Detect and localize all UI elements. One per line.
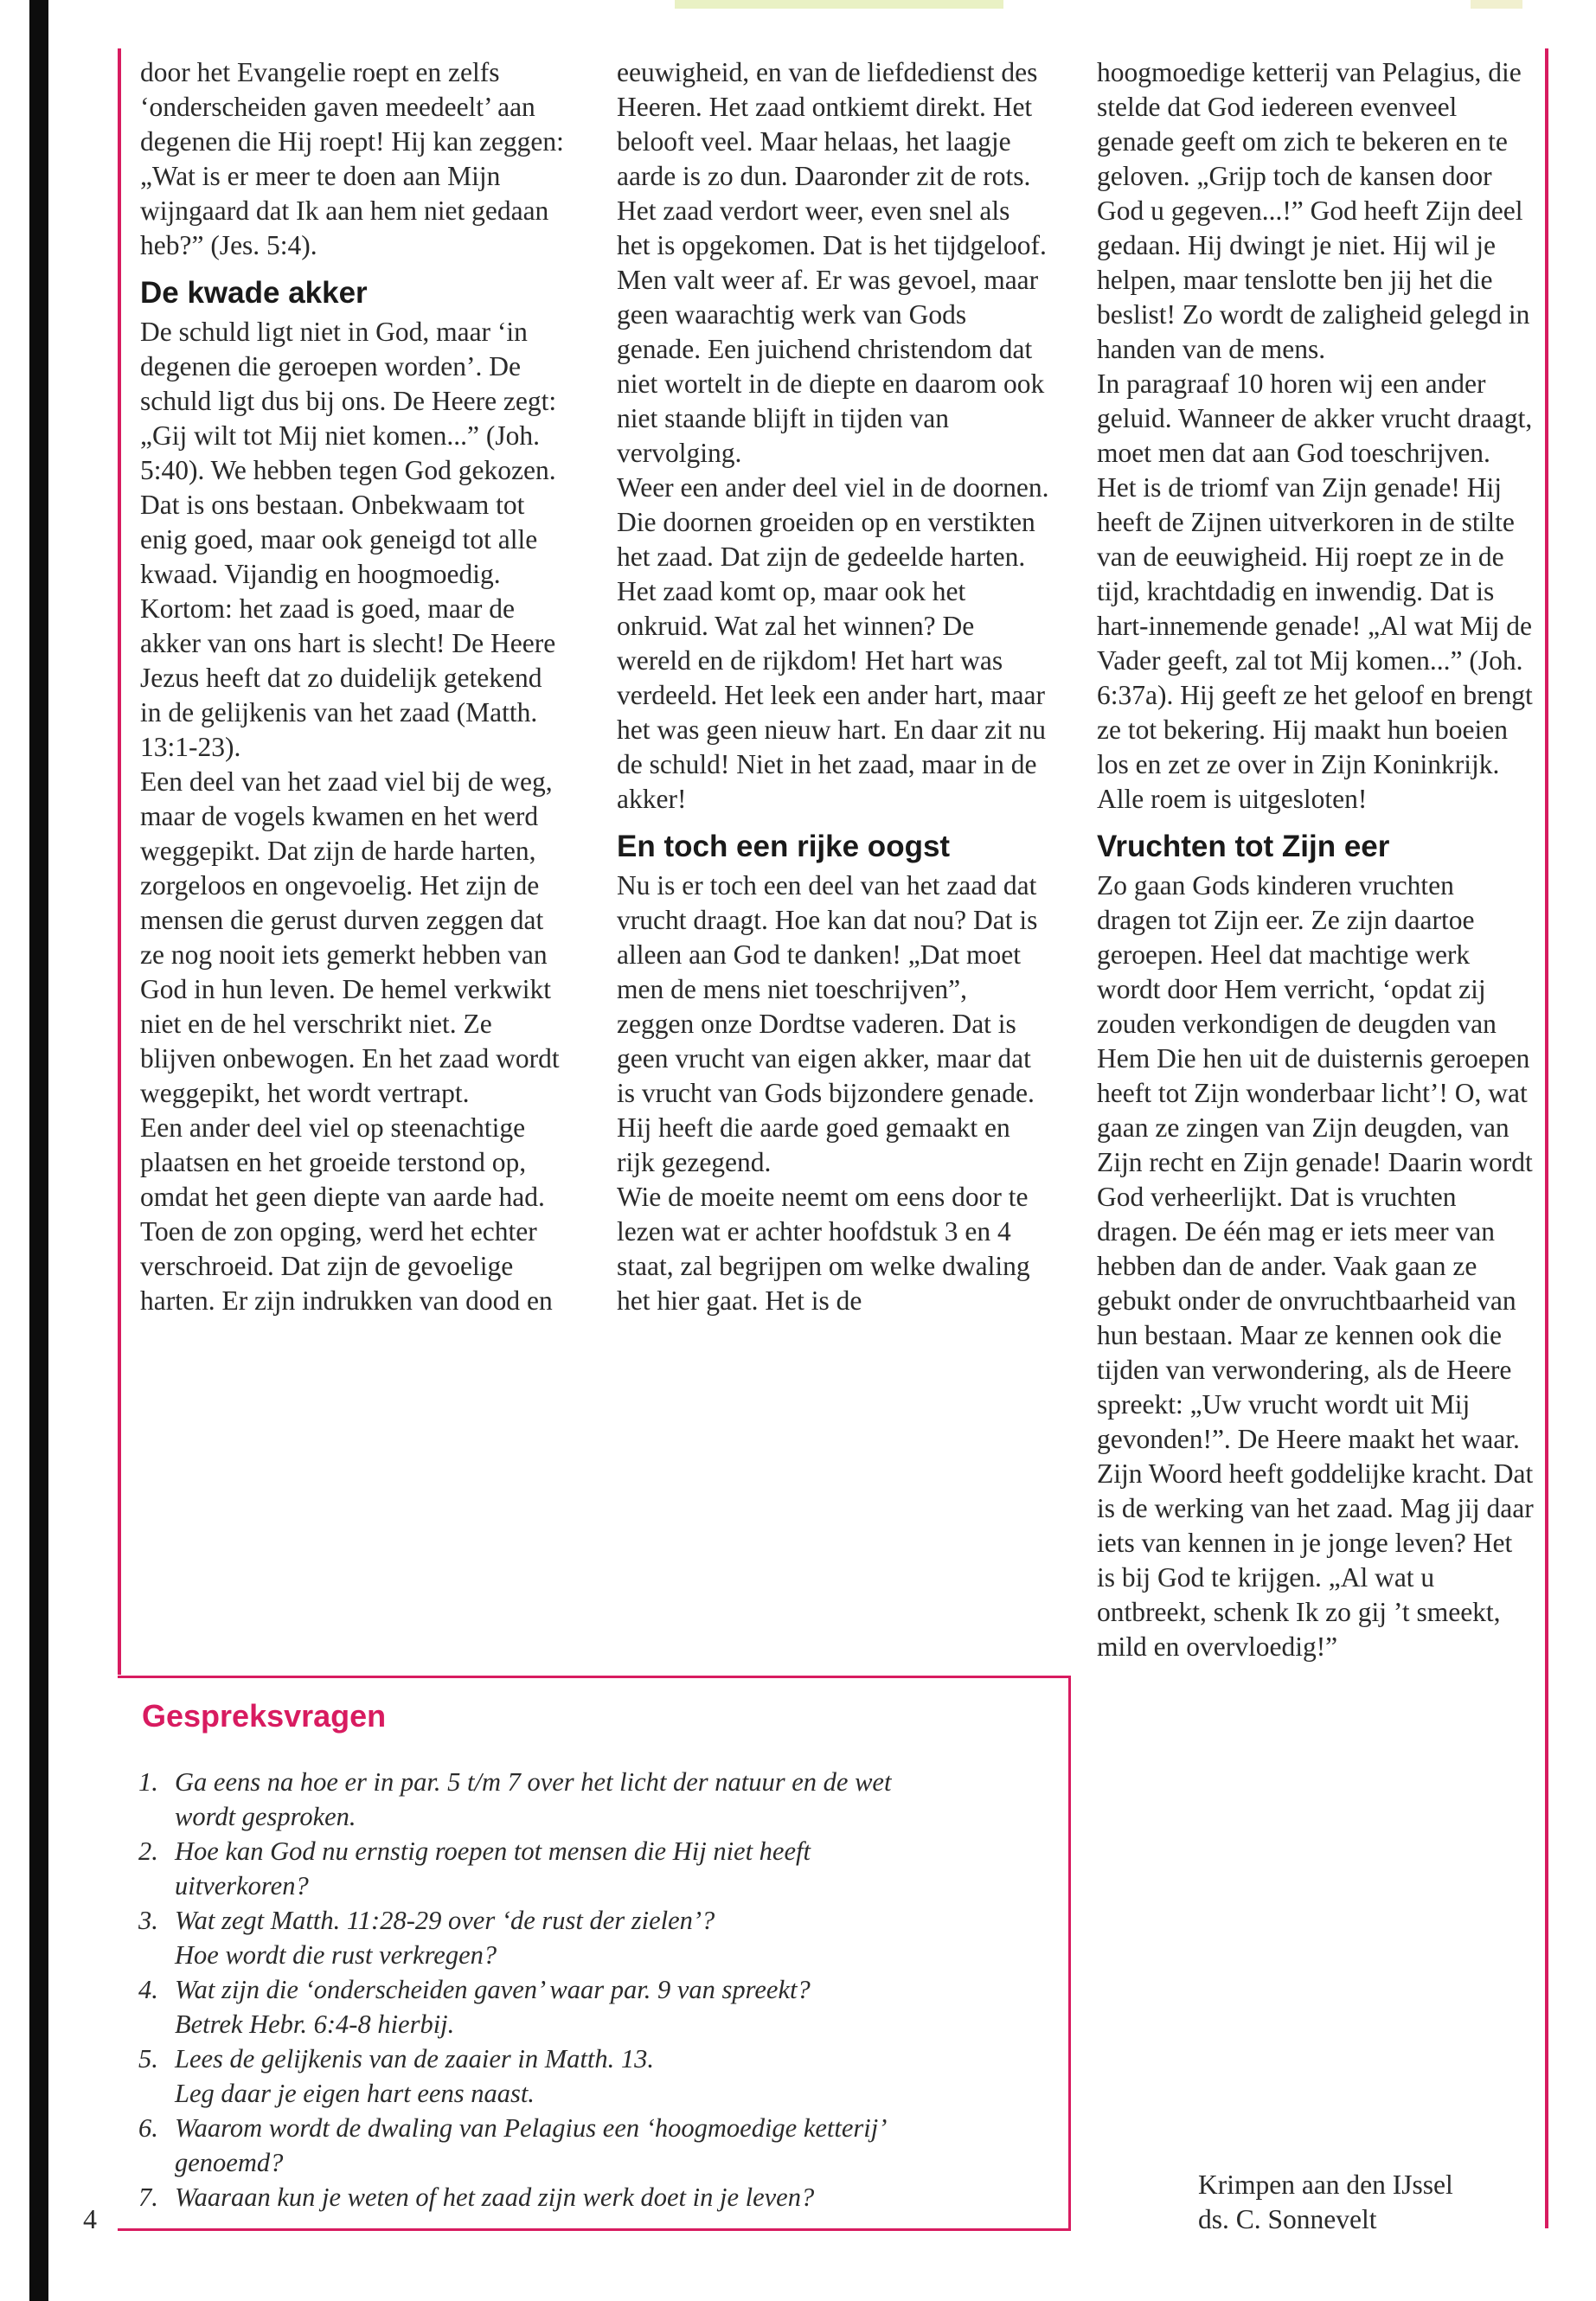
question-line: Wat zegt Matth. 11:28-29 over ‘de rust der zielen’? [175, 1906, 715, 1935]
question-number: 7. [138, 2182, 158, 2212]
paragraph: Een ander deel viel op steenachtige plaatsen en het groeide terstond op, omdat het geen diepte van aarde had. Toen de zon opging, werd het echter verschroeid. Dat zijn de gevoelige harten. Er zijn indrukken van dood en [140, 1112, 553, 1316]
question-line: uitverkoren? [175, 1871, 309, 1900]
questions-title: Gespreksvragen [142, 1698, 387, 1734]
question-number: 2. [138, 1836, 158, 1866]
signature-name: ds. C. Sonnevelt [1198, 2204, 1377, 2234]
question-item [138, 1903, 1055, 1972]
paragraph: door het Evangelie roept en zelfs ‘onderscheiden gaven meedeelt’ aan degenen die Hij roept! Hij kan zeggen: „Wat is er meer te doen aan Mijn wijngaard dat Ik aan hem niet gedaan heb?” (Jes. 5:4). [140, 57, 564, 260]
top-decoration-right [1471, 0, 1522, 9]
signature-place: Krimpen aan den IJssel [1198, 2170, 1453, 2200]
question-line: Wat zijn die ‘onderscheiden gaven’ waar par. 9 van spreekt? [175, 1975, 811, 2004]
paragraph: Een deel van het zaad viel bij de weg, maar de vogels kwamen en het werd weggepikt. Dat zijn de harde harten, zorgeloos en ongevoelig. Het zijn de mensen die gerust durven zeggen dat ze nog nooit iets gemerkt hebben van God in hun leven. De hemel verkwikt niet en de hel verschrikt niet. Ze blijven onbewogen. En het zaad wordt weggepikt, het wordt vertrapt. [140, 766, 560, 1108]
column-3 [1097, 55, 1534, 1664]
paragraph: Nu is er toch een deel van het zaad dat vrucht draagt. Hoe kan dat nou? Dat is alleen aan God te danken! „Dat moet men de mens niet toeschrijven”, zeggen onze Dordtse vaderen. Dat is geen vrucht van eigen akker, maar dat is vrucht van Gods bijzondere genade. Hij heeft die aarde goed gemaakt en rijk gezegend. [617, 870, 1038, 1177]
question-line: Betrek Hebr. 6:4-8 hierbij. [175, 2009, 455, 2039]
question-number: 6. [138, 2113, 158, 2143]
paragraph: De schuld ligt niet in God, maar ‘in degenen die geroepen worden’. De schuld ligt dus bij ons. De Heere zegt: „Gij wilt tot Mij niet komen...” (Joh. 5:40). We hebben tegen God gekozen. Dat is ons bestaan. Onbekwaam tot enig goed, maar ook geneigd tot alle kwaad. Vijandig en hoogmoedig. Kortom: het zaad is goed, maar de akker van ons hart is slecht! De Heere Jezus heeft dat zo duidelijk getekend in de gelijkenis van het zaad (Matth. 13:1-23). [140, 317, 557, 762]
column-2 [617, 55, 1049, 1318]
page-number: 4 [83, 2203, 97, 2234]
question-line: wordt gesproken. [175, 1802, 356, 1831]
paragraph: Zo gaan Gods kinderen vruchten dragen tot Zijn eer. Ze zijn daartoe geroepen. Heel dat machtige werk wordt door Hem verricht, ‘opdat zij zouden verkondigen de deugden van Hem Die hen uit de duisternis geroepen heeft tot Zijn wonderbaar licht’! O, wat gaan ze zingen van Zijn deugden, van Zijn recht en Zijn genade! Daarin wordt God verheerlijkt. Dat is vruchten dragen. De één mag er iets meer van hebben dan de ander. Vaak gaan ze gebukt onder de onvruchtbaarheid van hun bestaan. Maar ze kennen ook die tijden van verwondering, als de Heere spreekt: „Uw vrucht wordt uit Mij gevonden!”. De Heere maakt het waar. Zijn Woord heeft goddelijke kracht. Dat is de werking van het zaad. Mag jij daar iets van kennen in je jonge leven? Het is bij God te krijgen. „Al wat u ontbreekt, schenk Ik zo gij ’t smeekt, mild en overvloedig!” [1097, 870, 1534, 1662]
paragraph: In paragraaf 10 horen wij een ander geluid. Wanneer de akker vrucht draagt, moet men dat aan God toeschrijven. Het is de triomf van Zijn genade! Hij heeft de Zijnen uitverkoren in de stilte van de eeuwigheid. Hij roept ze in de tijd, krachtdadig en inwendig. Dat is hart-innemende genade! „Al wat Mij de Vader geeft, zal tot Mij komen...” (Joh. 6:37a). Hij geeft ze het geloof en brengt ze tot bekering. Hij maakt hun boeien los en zet ze over in Zijn Koninkrijk. Alle roem is uitgesloten! [1097, 369, 1533, 814]
question-item [138, 1834, 1055, 1903]
paragraph: eeuwigheid, en van de liefdedienst des Heeren. Het zaad ontkiemt direkt. Het belooft veel. Maar helaas, het laagje aarde is zo dun. Daaronder zit de rots. Het zaad verdort weer, even snel als het is opgekomen. Dat is het tijdgeloof. Men valt weer af. Er was gevoel, maar geen waarachtig werk van Gods genade. Een juichend christendom dat niet wortelt in de diepte en daarom ook niet staande blijft in tijden van vervolging. [617, 57, 1047, 468]
question-line: Ga eens na hoe er in par. 5 t/m 7 over het licht der natuur en de wet [175, 1767, 892, 1797]
question-item [138, 2111, 1055, 2180]
question-number: 5. [138, 2044, 158, 2073]
section-heading-kwade-akker: De kwade akker [140, 276, 368, 310]
top-decoration [675, 0, 1003, 9]
question-item [138, 1972, 1055, 2041]
questions-list [138, 1765, 1055, 2214]
question-line: Hoe kan God nu ernstig roepen tot mensen die Hij niet heeft [175, 1836, 811, 1866]
question-line: Leg daar je eigen hart eens naast. [175, 2079, 535, 2108]
question-line: Hoe wordt die rust verkregen? [175, 1940, 497, 1970]
question-line: Lees de gelijkenis van de zaaier in Matth. 13. [175, 2044, 654, 2073]
section-heading-vruchten: Vruchten tot Zijn eer [1097, 830, 1390, 863]
section-heading-rijke-oogst: En toch een rijke oogst [617, 830, 951, 863]
left-pink-rule [118, 48, 121, 1675]
question-item [138, 2180, 1055, 2214]
right-pink-rule [1545, 48, 1548, 2228]
paragraph: Weer een ander deel viel in de doornen. Die doornen groeiden op en verstikten het zaad. Dat zijn de gedeelde harten. Het zaad komt op, maar ook het onkruid. Wat zal het winnen? De wereld en de rijkdom! Het hart was verdeeld. Het leek een ander hart, maar het was geen nieuw hart. En daar zit nu de schuld! Niet in het zaad, maar in de akker! [617, 472, 1049, 814]
question-item [138, 1765, 1055, 1834]
question-number: 3. [138, 1906, 158, 1935]
question-line: Waaraan kun je weten of het zaad zijn werk doet in je leven? [175, 2182, 815, 2212]
left-margin-bar [29, 0, 48, 2301]
question-line: Waarom wordt de dwaling van Pelagius een ‘hoogmoedige ketterij’ [175, 2113, 888, 2143]
column-1 [140, 55, 568, 1318]
question-item [138, 2041, 1055, 2111]
question-number: 1. [138, 1767, 158, 1797]
question-number: 4. [138, 1975, 158, 2004]
paragraph: hoogmoedige ketterij van Pelagius, die stelde dat God iedereen evenveel genade geeft om zich te bekeren en te geloven. „Grijp toch de kansen door God u gegeven...!” God heeft Zijn deel gedaan. Hij dwingt je niet. Hij wil je helpen, maar tenslotte ben jij het die beslist! Zo wordt de zaligheid gelegd in handen van de mens. [1097, 57, 1530, 364]
paragraph: Wie de moeite neemt om eens door te lezen wat er achter hoofdstuk 3 en 4 staat, zal begrijpen om welke dwaling het hier gaat. Het is de [617, 1182, 1030, 1316]
question-line: genoemd? [175, 2148, 284, 2177]
discussion-questions-box [118, 1676, 1071, 2231]
